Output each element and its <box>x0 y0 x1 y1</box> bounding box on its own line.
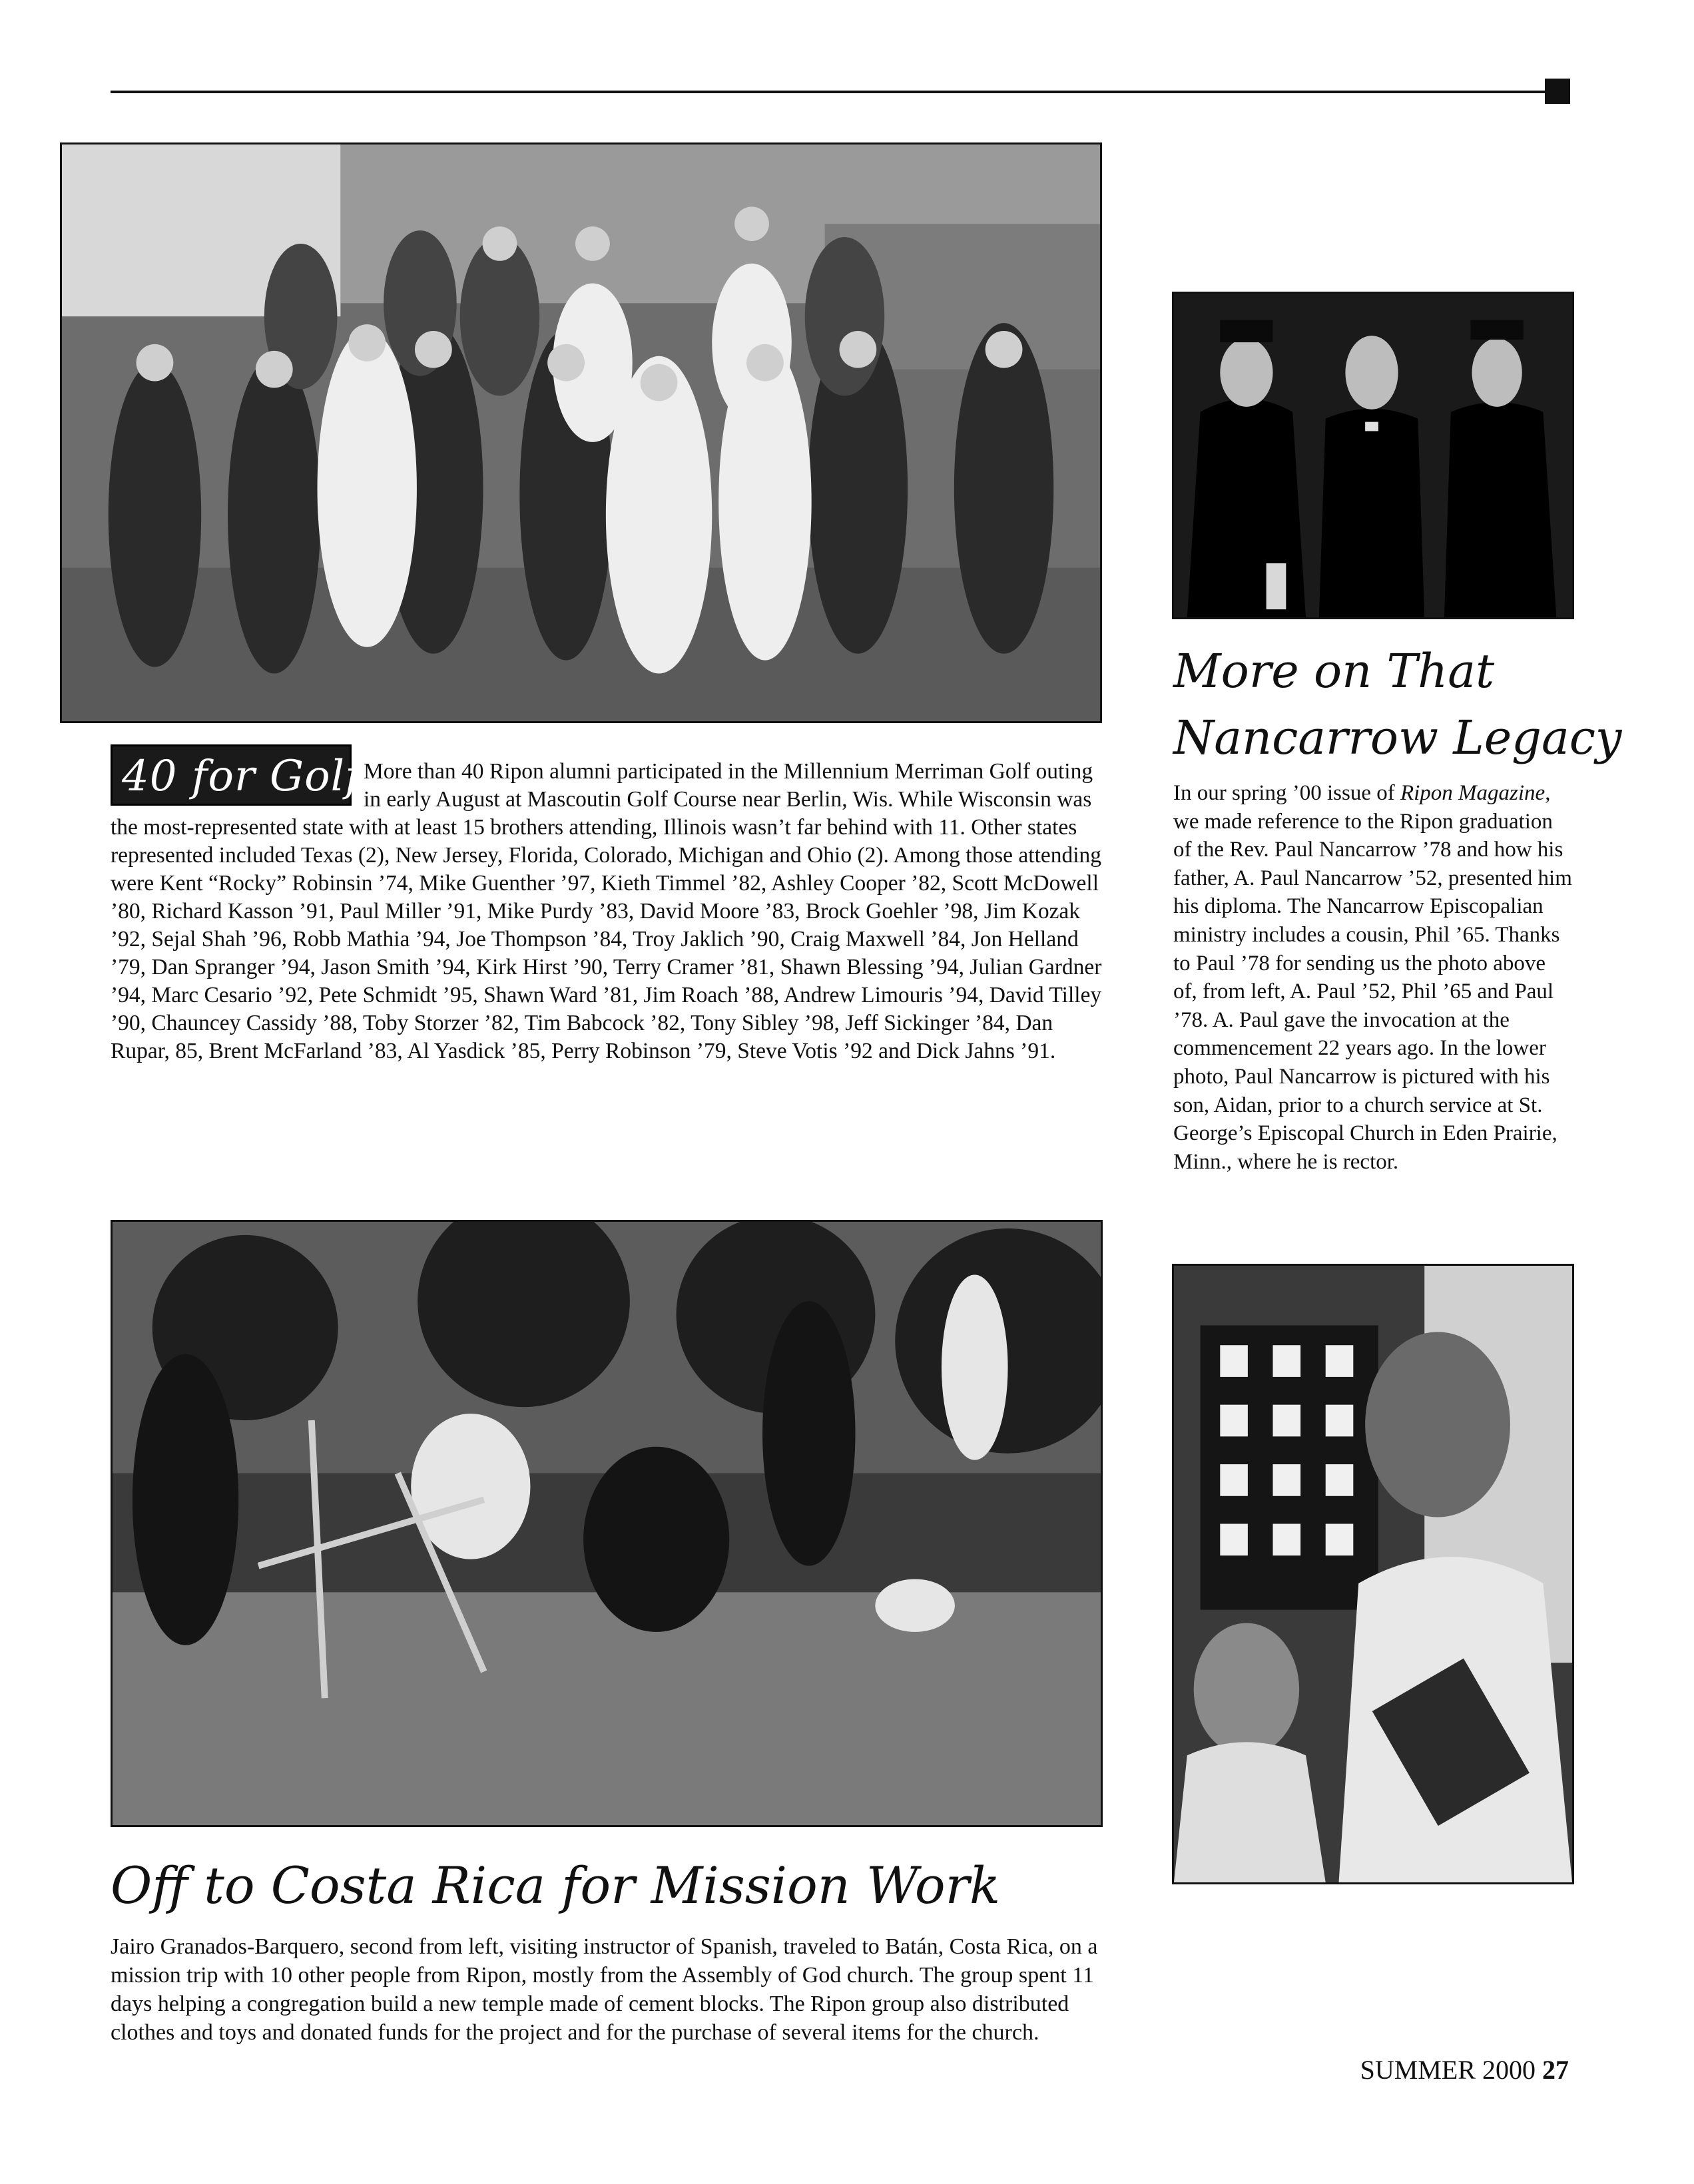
nancarrow-church-photo <box>1172 1264 1574 1884</box>
nancarrow-text-intro: In our spring ’00 issue of <box>1173 781 1400 805</box>
nancarrow-heading <box>1173 638 1622 771</box>
costa-rica-heading: Off to Costa Rica for Mission Work <box>111 1856 1001 1915</box>
golf-section-tag: 40 for Golf <box>111 744 352 806</box>
magazine-name: Ripon Magazine <box>1400 781 1546 805</box>
costa-rica-article-text: Jairo Granados-Barquero, second from left, visiting instructor of Spanish, traveled to Batán, Costa Rica, on a mission trip with 10 other people from Ripon, mostly from the Assembly of God church. The group spent 11 days helping a congregation build a new temple made of cement blocks. The Ripon group also distributed clothes and toys and donated funds for the project and for the purchase of several items for the church. <box>111 1934 1098 2045</box>
issue-label: SUMMER 2000 <box>1360 2055 1536 2085</box>
golf-article-text <box>111 758 1103 1065</box>
page-number: 27 <box>1542 2055 1569 2085</box>
section-marker <box>1545 79 1570 104</box>
nancarrow-heading-line-1: More on That <box>1173 644 1495 698</box>
nancarrow-text-body: , we made reference to the Ripon graduation of the Rev. Paul Nancarrow ’78 and how his father, A. Paul Nancarrow ’52, presented him his diploma. The Nancarrow Episcopalian ministry includes a cousin, Phil ’65. Thanks to Paul ’78 for sending us the photo above of, from left, A. Paul ’52, Phil ’65 and Paul ’78. A. Paul gave the invocation at the commencement 22 years ago. In the lower photo, Paul Nancarrow is pictured with his son, Aidan, prior to a church service at St. George’s Episcopal Church in Eden Prairie, Minn., where he is rector. <box>1173 781 1572 1174</box>
golf-group-photo <box>60 142 1102 723</box>
nancarrow-heading-line-2: Nancarrow Legacy <box>1173 710 1622 765</box>
nancarrow-article-text <box>1173 779 1573 1176</box>
golf-article-body: More than 40 Ripon alumni participated in the Millennium Merriman Golf outing in early August at Mascoutin Golf Course near Berlin, Wis. While Wisconsin was the most-represented state with at least 15 brothers attending, Illinois wasn’t far behind with 11. Other states represented included Texas (2), New Jersey, Florida, Colorado, Michigan and Ohio (2). Among those attending were Kent “Rocky” Robinsin ’74, Mike Guenther ’97, Kieth Timmel ’82, Ashley Cooper ’82, Scott McDowell ’80, Richard Kasson ’91, Paul Miller ’91, Mike Purdy ’83, David Moore ’83, Brock Goehler ’98, Jim Kozak ’92, Sejal Shah ’96, Robb Mathia ’94, Joe Thompson ’84, Troy Jaklich ’90, Craig Maxwell ’84, Jon Helland ’79, Dan Spranger ’94, Jason Smith ’94, Kirk Hirst ’90, Terry Cramer ’81, Shawn Blessing ’94, Julian Gardner ’94, Marc Cesario ’92, Pete Schmidt ’95, Shawn Ward ’81, Jim Roach ’88, Andrew Limouris ’94, David Tilley ’90, Chauncey Cassidy ’88, Toby Storzer ’82, Tim Babcock ’82, Tony Sibley ’98, Jeff Sickinger ’84, Dan Rupar, 85, Brent McFarland ’83, Al Yasdick ’85, Perry Robinson ’79, Steve Votis ’92 and Dick Jahns ’91. <box>111 759 1102 1063</box>
nancarrow-graduation-photo <box>1172 292 1574 619</box>
top-rule <box>111 91 1558 93</box>
costa-rica-mission-photo <box>111 1220 1103 1827</box>
page-footer <box>1338 2053 1569 2087</box>
